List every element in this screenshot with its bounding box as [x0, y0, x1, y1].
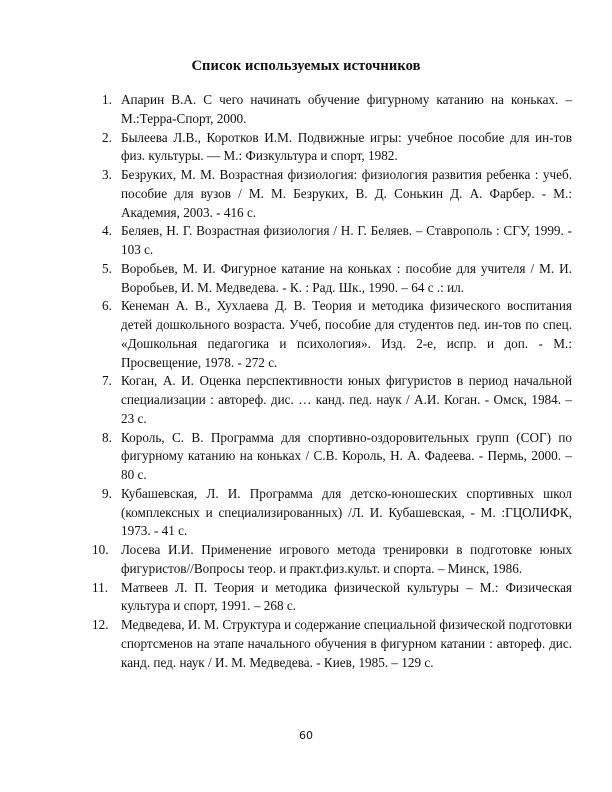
- reference-item: [92, 616, 572, 672]
- reference-number: 9.: [102, 485, 112, 501]
- reference-item: [92, 579, 572, 617]
- reference-number: 2.: [102, 129, 112, 145]
- reference-item: [92, 222, 572, 260]
- reference-text: Коган, А. И. Оценка перспективности юных фигуристов в период начальной специализации : автореф. дис. … канд. пед. наук / А.И. Коган. - Омск, 1984. – 23 с.: [121, 373, 572, 426]
- reference-number: 10.: [92, 542, 109, 557]
- reference-text: Лосева И.И. Применение игрового метода тренировки в подготовке юных фигуристов//Вопросы теор. и практ.физ.культ. и спорта. – Минск, 1986.: [121, 542, 572, 576]
- reference-number: 6.: [102, 298, 112, 314]
- reference-number: 7.: [102, 373, 112, 389]
- reference-item: [92, 429, 572, 485]
- reference-text: Матвеев Л. П. Теория и методика физической культуры – М.: Физическая культура и спорт, 1991. – 268 с.: [121, 579, 572, 614]
- page-number: 60: [299, 729, 313, 742]
- page-title: Список используемых источников: [191, 58, 421, 74]
- reference-number: 12.: [92, 617, 109, 632]
- reference-item: [92, 485, 572, 541]
- reference-text: Беляев, Н. Г. Возрастная физиология / Н. Г. Беляев. – Ставрополь : СГУ, 1999. - 103 с.: [121, 223, 572, 257]
- reference-text: Былеева Л.В., Коротков И.М. Подвижные игры: учебное пособие для ин-тов физ. культуры. — М.: Физкультура и спорт, 1982.: [121, 129, 572, 164]
- reference-list: [92, 91, 572, 672]
- reference-text: Медведева, И. М. Структура и содержание специальной физической подготовки спортсменов на этапе начального обучения в фигурном катании : автореф. дис. канд. пед. наук / И. М. Медведева. - Киев, 1985. – 129 с.: [121, 617, 572, 670]
- reference-item: [92, 129, 572, 167]
- reference-number: 4.: [102, 223, 112, 239]
- reference-item: [92, 166, 572, 222]
- reference-number: 3.: [102, 167, 112, 182]
- reference-item: [92, 91, 572, 129]
- reference-text: Король, С. В. Программа для спортивно-оздоровительных групп (СОГ) по фигурному катанию на коньках / С.В. Король, Н. А. Фадеева. - Пермь, 2000. – 80 с.: [121, 429, 572, 482]
- reference-number: 1.: [102, 92, 112, 107]
- reference-item: [92, 372, 572, 428]
- reference-text: Кубашевская, Л. И. Программа для детско-юношеских спортивных школ (комплексных и специализированных) /Л. И. Кубашевская, - М. :ГЦОЛИФК, 1973. - 41 с.: [121, 485, 572, 539]
- reference-text: Апарин В.А. С чего начинать обучение фигурному катанию на коньках. – М.:Терра-Спорт, 2000.: [121, 92, 572, 126]
- reference-item: [92, 541, 572, 579]
- reference-text: Воробьев, М. И. Фигурное катание на коньках : пособие для учителя / М. И. Воробьев, И. М. Медведева. - К. : Рад. Шк., 1990. – 64 с .: ил.: [121, 260, 572, 295]
- reference-number: 8.: [102, 429, 112, 445]
- reference-item: [92, 260, 572, 298]
- reference-text: Безруких, М. М. Возрастная физиология: физиология развития ребенка : учеб. пособие для вузов / М. М. Безруких, В. Д. Сонькин Д. А. Фарбер. - М.: Академия, 2003. - 416 с.: [121, 167, 572, 220]
- reference-number: 5.: [102, 260, 112, 276]
- reference-text: Кенеман А. В., Хухлаева Д. В. Теория и методика физического воспитания детей дошкольного возраста. Учеб, пособие для студентов пед. ин-тов по спец. «Дошкольная педагогика и психология». Изд. 2-е, испр. и доп. - М.: Просвещение, 1978. - 272 с.: [121, 298, 572, 370]
- reference-number: 11.: [92, 579, 108, 595]
- reference-item: [92, 297, 572, 372]
